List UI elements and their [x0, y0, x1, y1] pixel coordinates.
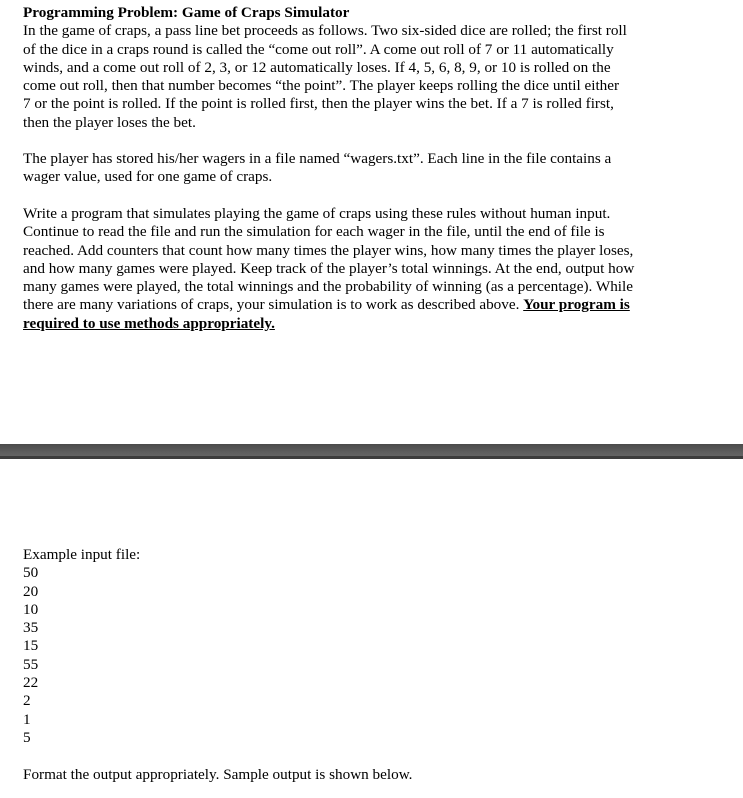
example-value: 22: [23, 674, 39, 692]
intro-line: of the dice in a craps round is called the “come out roll”. A come out roll of 7 or 11 automatically: [23, 40, 614, 58]
document-title: Programming Problem: Game of Craps Simulator: [23, 4, 350, 21]
format-note: [23, 766, 723, 784]
problem-intro: [23, 4, 723, 132]
example-value: 10: [23, 600, 39, 618]
requirements-paragraph: [23, 205, 723, 333]
example-value: 50: [23, 564, 39, 582]
example-value: 1: [23, 710, 31, 728]
intro-line: 7 or the point is rolled. If the point is rolled first, then the player wins the bet. If a 7 is rolled first,: [23, 95, 614, 113]
format-note-text: Format the output appropriately. Sample output is shown below.: [23, 766, 413, 783]
requirements-line: many games were played, the total winnings and the probability of winning (as a percentage). While: [23, 278, 633, 296]
example-value: 35: [23, 619, 39, 637]
example-heading: Example input file:: [23, 546, 141, 563]
wagers-paragraph: [23, 150, 723, 187]
requirements-line: and how many games were played. Keep track of the player’s total winnings. At the end, output how: [23, 259, 635, 277]
requirements-line: reached. Add counters that count how many times the player wins, how many times the player loses,: [23, 241, 634, 259]
wagers-line: wager value, used for one game of craps.: [23, 168, 273, 186]
example-value: 15: [23, 637, 39, 655]
example-value: 5: [23, 728, 31, 746]
page-break-divider: [0, 444, 743, 459]
wagers-line: The player has stored his/her wagers in a file named “wagers.txt”. Each line in the file contains a: [23, 150, 612, 167]
requirements-line-mixed: [23, 296, 723, 314]
requirements-text: there are many variations of craps, your simulation is to work as described above.: [23, 296, 524, 314]
page-bottom: [0, 459, 743, 798]
intro-line: then the player loses the bet.: [23, 113, 196, 131]
example-input-file: [23, 546, 723, 747]
example-value: 55: [23, 655, 39, 673]
example-value: 20: [23, 582, 39, 600]
requirements-line: Continue to read the file and run the simulation for each wager in the file, until the end of file is: [23, 223, 605, 241]
requirements-line: Write a program that simulates playing the game of craps using these rules without human input.: [23, 205, 611, 222]
methods-requirement-emphasis-cont: required to use methods appropriately.: [23, 314, 275, 332]
example-value: 2: [23, 692, 31, 710]
intro-line: In the game of craps, a pass line bet proceeds as follows. Two six-sided dice are rolled; the first roll: [23, 22, 627, 40]
methods-requirement-emphasis: Your program is: [523, 296, 630, 314]
intro-line: winds, and a come out roll of 2, 3, or 12 automatically loses. If 4, 5, 6, 8, 9, or 10 is rolled on the: [23, 58, 611, 76]
intro-line: come out roll, then that number becomes “the point”. The player keeps rolling the dice until either: [23, 77, 620, 95]
